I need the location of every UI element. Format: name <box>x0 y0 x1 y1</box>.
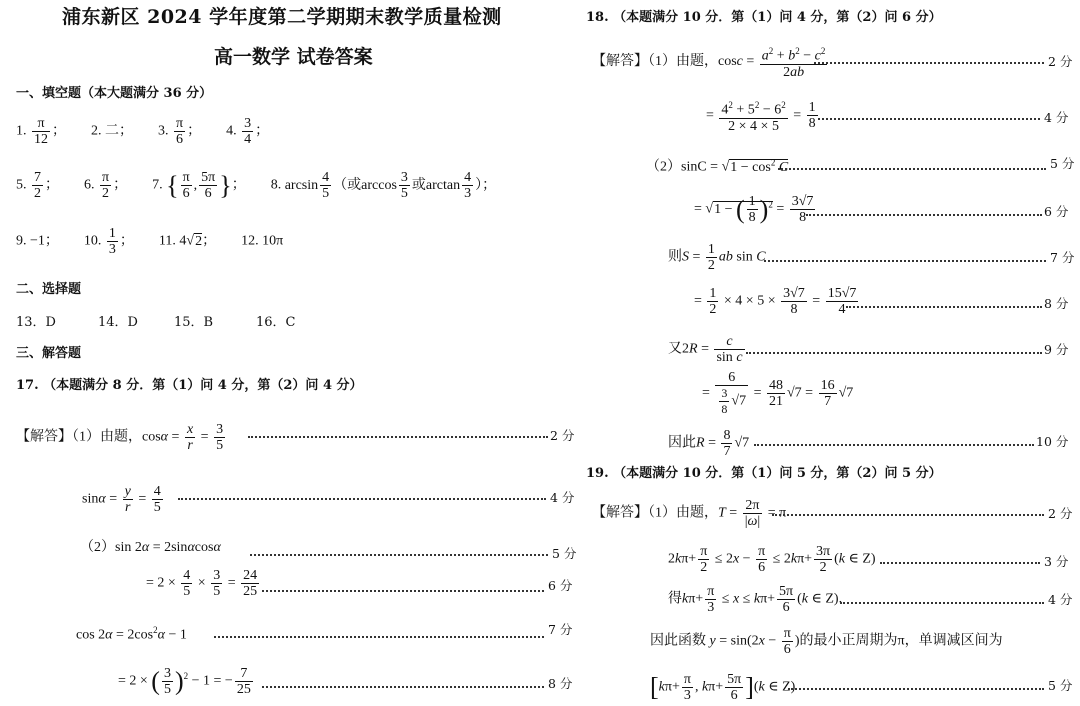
leader-dots <box>250 554 548 556</box>
section-fill-heading: 一、填空题（本大题满分 36 分） <box>16 86 213 101</box>
leader-dots <box>814 62 1044 64</box>
q19-conclusion: 因此函数 y = sin(2x − $\frac{\pi}{6}$ )的最小正周期为π，单调减区间为 <box>650 626 1003 657</box>
q19-step-2: 2kπ+ $\frac{\pi}{2}$ ≤ 2x − $\frac{\pi}{6}$ ≤ 2kπ+ $\frac{3\pi}{2}$ (k ∈ Z) <box>668 544 876 575</box>
fill-answer-11: 4√2 <box>179 233 203 249</box>
leader-dots <box>754 444 1034 446</box>
q18-step-6: = $\frac{1}{2}$ × 4 × 5 × $\frac{3√7}{8}$ = $\frac{15√7}{4}$ <box>694 286 857 317</box>
fill-answer-6: $\frac{\pi}{2}$ <box>102 170 110 201</box>
q17-points-5: 5 分 <box>552 546 577 561</box>
q19-heading: 19. （本题满分 10 分．第（1）问 5 分，第（2）问 5 分） <box>586 466 942 481</box>
leader-dots <box>772 514 1044 516</box>
q18-points-7: 7 分 <box>1050 250 1075 265</box>
fill-row-1: 1. $\frac{\pi}{12}$ ； 2. 二； 3. $\frac{\pi}{6}$ ； 4. $\frac{3}{4}$ ； <box>16 116 270 147</box>
section-solve-heading: 三、解答题 <box>16 346 82 361</box>
fill-num-6: 6. <box>84 177 95 193</box>
q19-step-4: [kπ+ $\frac{\pi}{3}$ , kπ+ $\frac{5\pi}{6}$ ](k ∈ Z) <box>650 672 796 703</box>
q19-points-4: 4 分 <box>1048 592 1073 607</box>
q19-step-1: 【解答】（1）由题，T = $\frac{2\pi}{|\omega|}$ = π <box>592 498 787 529</box>
q18-points-2: 2 分 <box>1048 54 1073 69</box>
leader-dots <box>178 498 546 500</box>
q19-points-2: 2 分 <box>1048 506 1073 521</box>
q19-step-3: 得kπ+ $\frac{\pi}{3}$ ≤ x ≤ kπ+ $\frac{5\pi}{6}$ (k ∈ Z). <box>668 584 843 615</box>
fill-row-3: 9. −1； 10. $\frac{1}{3}$ ； 11. 4√2； 12. 10π <box>16 226 284 257</box>
q17-step-6: = 2 × ( $\frac{3}{5}$ )$^2$ − 1 = − $\frac{7}{25}$ <box>118 666 251 697</box>
q18-points-10: 10 分 <box>1036 434 1069 449</box>
fill-num-4: 4. <box>226 123 237 139</box>
q17-step-4: = 2 × $\frac{4}{5}$ × $\frac{3}{5}$ = $\frac{24}{25}$ <box>146 568 258 599</box>
fill-num-2: 2. <box>91 123 102 139</box>
q18-step-9: 因此R = $\frac{8}{7}$ √7 <box>668 428 750 459</box>
leader-dots <box>214 636 544 638</box>
q17-step-5: $\cos 2\alpha = 2\cos^2\alpha - 1$ <box>76 625 187 643</box>
leader-dots <box>840 602 1044 604</box>
fill-answer-2: 二； <box>105 123 133 139</box>
choice-answer-14: 14．D <box>98 315 138 330</box>
q18-step-1: 【解答】（1）由题，cosc = $\frac{a^2 + b^2 - c^2}{2ab}$ <box>592 46 826 80</box>
q18-step-2: = $\frac{4^2 + 5^2 - 6^2}{2 \times 4 \times 5}$ = $\frac{1}{8}$ <box>706 100 816 134</box>
section-choice-heading: 二、选择题 <box>16 282 82 297</box>
q18-step-5: 则S = $\frac{1}{2}$ ab sin C <box>668 242 766 273</box>
fill-answer-5: $\frac{7}{2}$ <box>34 170 41 201</box>
fill-answer-8: arcsin $\frac{4}{5}$ （或arccos $\frac{3}{5}$ 或arctan $\frac{4}{3}$ ）； <box>284 170 497 201</box>
q18-step-4: = √1 − ( $\frac{1}{8}$ )$^2$ = $\frac{3√7}{8}$ <box>694 194 814 225</box>
leader-dots <box>788 688 1044 690</box>
choice-answer-16: 16．C <box>256 315 296 330</box>
fill-answer-7: { $\frac{\pi}{6}$ , $\frac{5\pi}{6}$ } <box>166 170 232 201</box>
q18-step-3: $(2)\sin C = √1 - \cos^2 C$ <box>646 157 789 175</box>
fill-answer-10: $\frac{1}{3}$ <box>108 226 116 257</box>
fill-num-8: 8. <box>270 177 282 193</box>
fill-answer-4: $\frac{3}{4}$ <box>244 116 252 147</box>
q18-points-6: 6 分 <box>1044 204 1069 219</box>
leader-dots <box>806 214 1042 216</box>
fill-num-3: 3. <box>158 123 169 139</box>
q18-points-9: 9 分 <box>1044 342 1069 357</box>
q17-points-8: 8 分 <box>548 676 573 691</box>
leader-dots <box>818 118 1040 120</box>
fill-row-2: 5. $\frac{7}{2}$ ； 6. $\frac{\pi}{2}$ ； 7. { $\frac{\pi}{6}$ , $\frac{5\pi}{6}$ }； 8. arcsin $\frac{4}{5}$ （或arccos $\frac{3}{5}$ 或arctan $\frac{4}{3}$ ）； <box>16 170 497 201</box>
q18-points-4: 4 分 <box>1044 110 1069 125</box>
leader-dots <box>880 562 1040 564</box>
leader-dots <box>764 260 1046 262</box>
q17-points-2: 2 分 <box>550 428 575 443</box>
q19-points-5: 5 分 <box>1048 678 1073 693</box>
fill-answer-3: $\frac{\pi}{6}$ <box>176 116 184 147</box>
q18-heading: 18. （本题满分 10 分．第（1）问 4 分，第（2）问 6 分） <box>586 10 942 25</box>
fill-answer-9: −1； <box>30 233 59 249</box>
q18-points-8: 8 分 <box>1044 296 1069 311</box>
main-title: 浦东新区 2024 学年度第二学期期末教学质量检测 <box>62 6 502 28</box>
q17-points-6: 6 分 <box>548 578 573 593</box>
q17-step-3: （2）sin 2α = 2sinαcosα <box>80 540 221 555</box>
fill-num-9: 9. <box>16 233 27 249</box>
leader-dots <box>262 686 544 688</box>
q18-points-5: 5 分 <box>1050 156 1075 171</box>
sub-title: 高一数学 试卷答案 <box>214 46 373 68</box>
fill-num-1: 1. <box>16 123 27 139</box>
fill-num-7: 7. <box>152 177 163 193</box>
choice-answer-15: 15．B <box>174 315 214 330</box>
fill-num-12: 12. <box>241 233 259 249</box>
q17-points-7: 7 分 <box>548 622 573 637</box>
fill-answer-1: $\frac{\pi}{12}$ <box>34 116 48 147</box>
leader-dots <box>778 168 1046 170</box>
q17-points-4: 4 分 <box>550 490 575 505</box>
fill-num-11: 11. <box>158 233 176 249</box>
q18-step-7: 又2R = $\frac{c}{\text{sin c}}$ <box>668 334 743 365</box>
fill-num-5: 5. <box>16 177 27 193</box>
q19-points-3: 3 分 <box>1044 554 1069 569</box>
q17-step-2: sinα = $\frac{y}{r}$ = $\frac{4}{5}$ <box>82 484 161 515</box>
fill-num-10: 10. <box>83 233 102 249</box>
leader-dots <box>846 306 1042 308</box>
fill-answer-12: 10π <box>262 233 284 249</box>
leader-dots <box>746 352 1042 354</box>
q18-step-8: = 6 $\frac{3}{8}$ √7 = $\frac{48}{21}$ √7 = $\frac{16}{7}$ √7 <box>702 370 854 416</box>
choice-answer-13: 13．D <box>16 315 56 330</box>
leader-dots <box>262 590 544 592</box>
q17-heading: 17. （本题满分 8 分．第（1）问 4 分，第（2）问 4 分） <box>16 378 363 393</box>
leader-dots <box>248 436 548 438</box>
q17-step-1: 【解答】（1）由题，cosα = $\frac{x}{r}$ = $\frac{3}{5}$ <box>16 422 224 453</box>
